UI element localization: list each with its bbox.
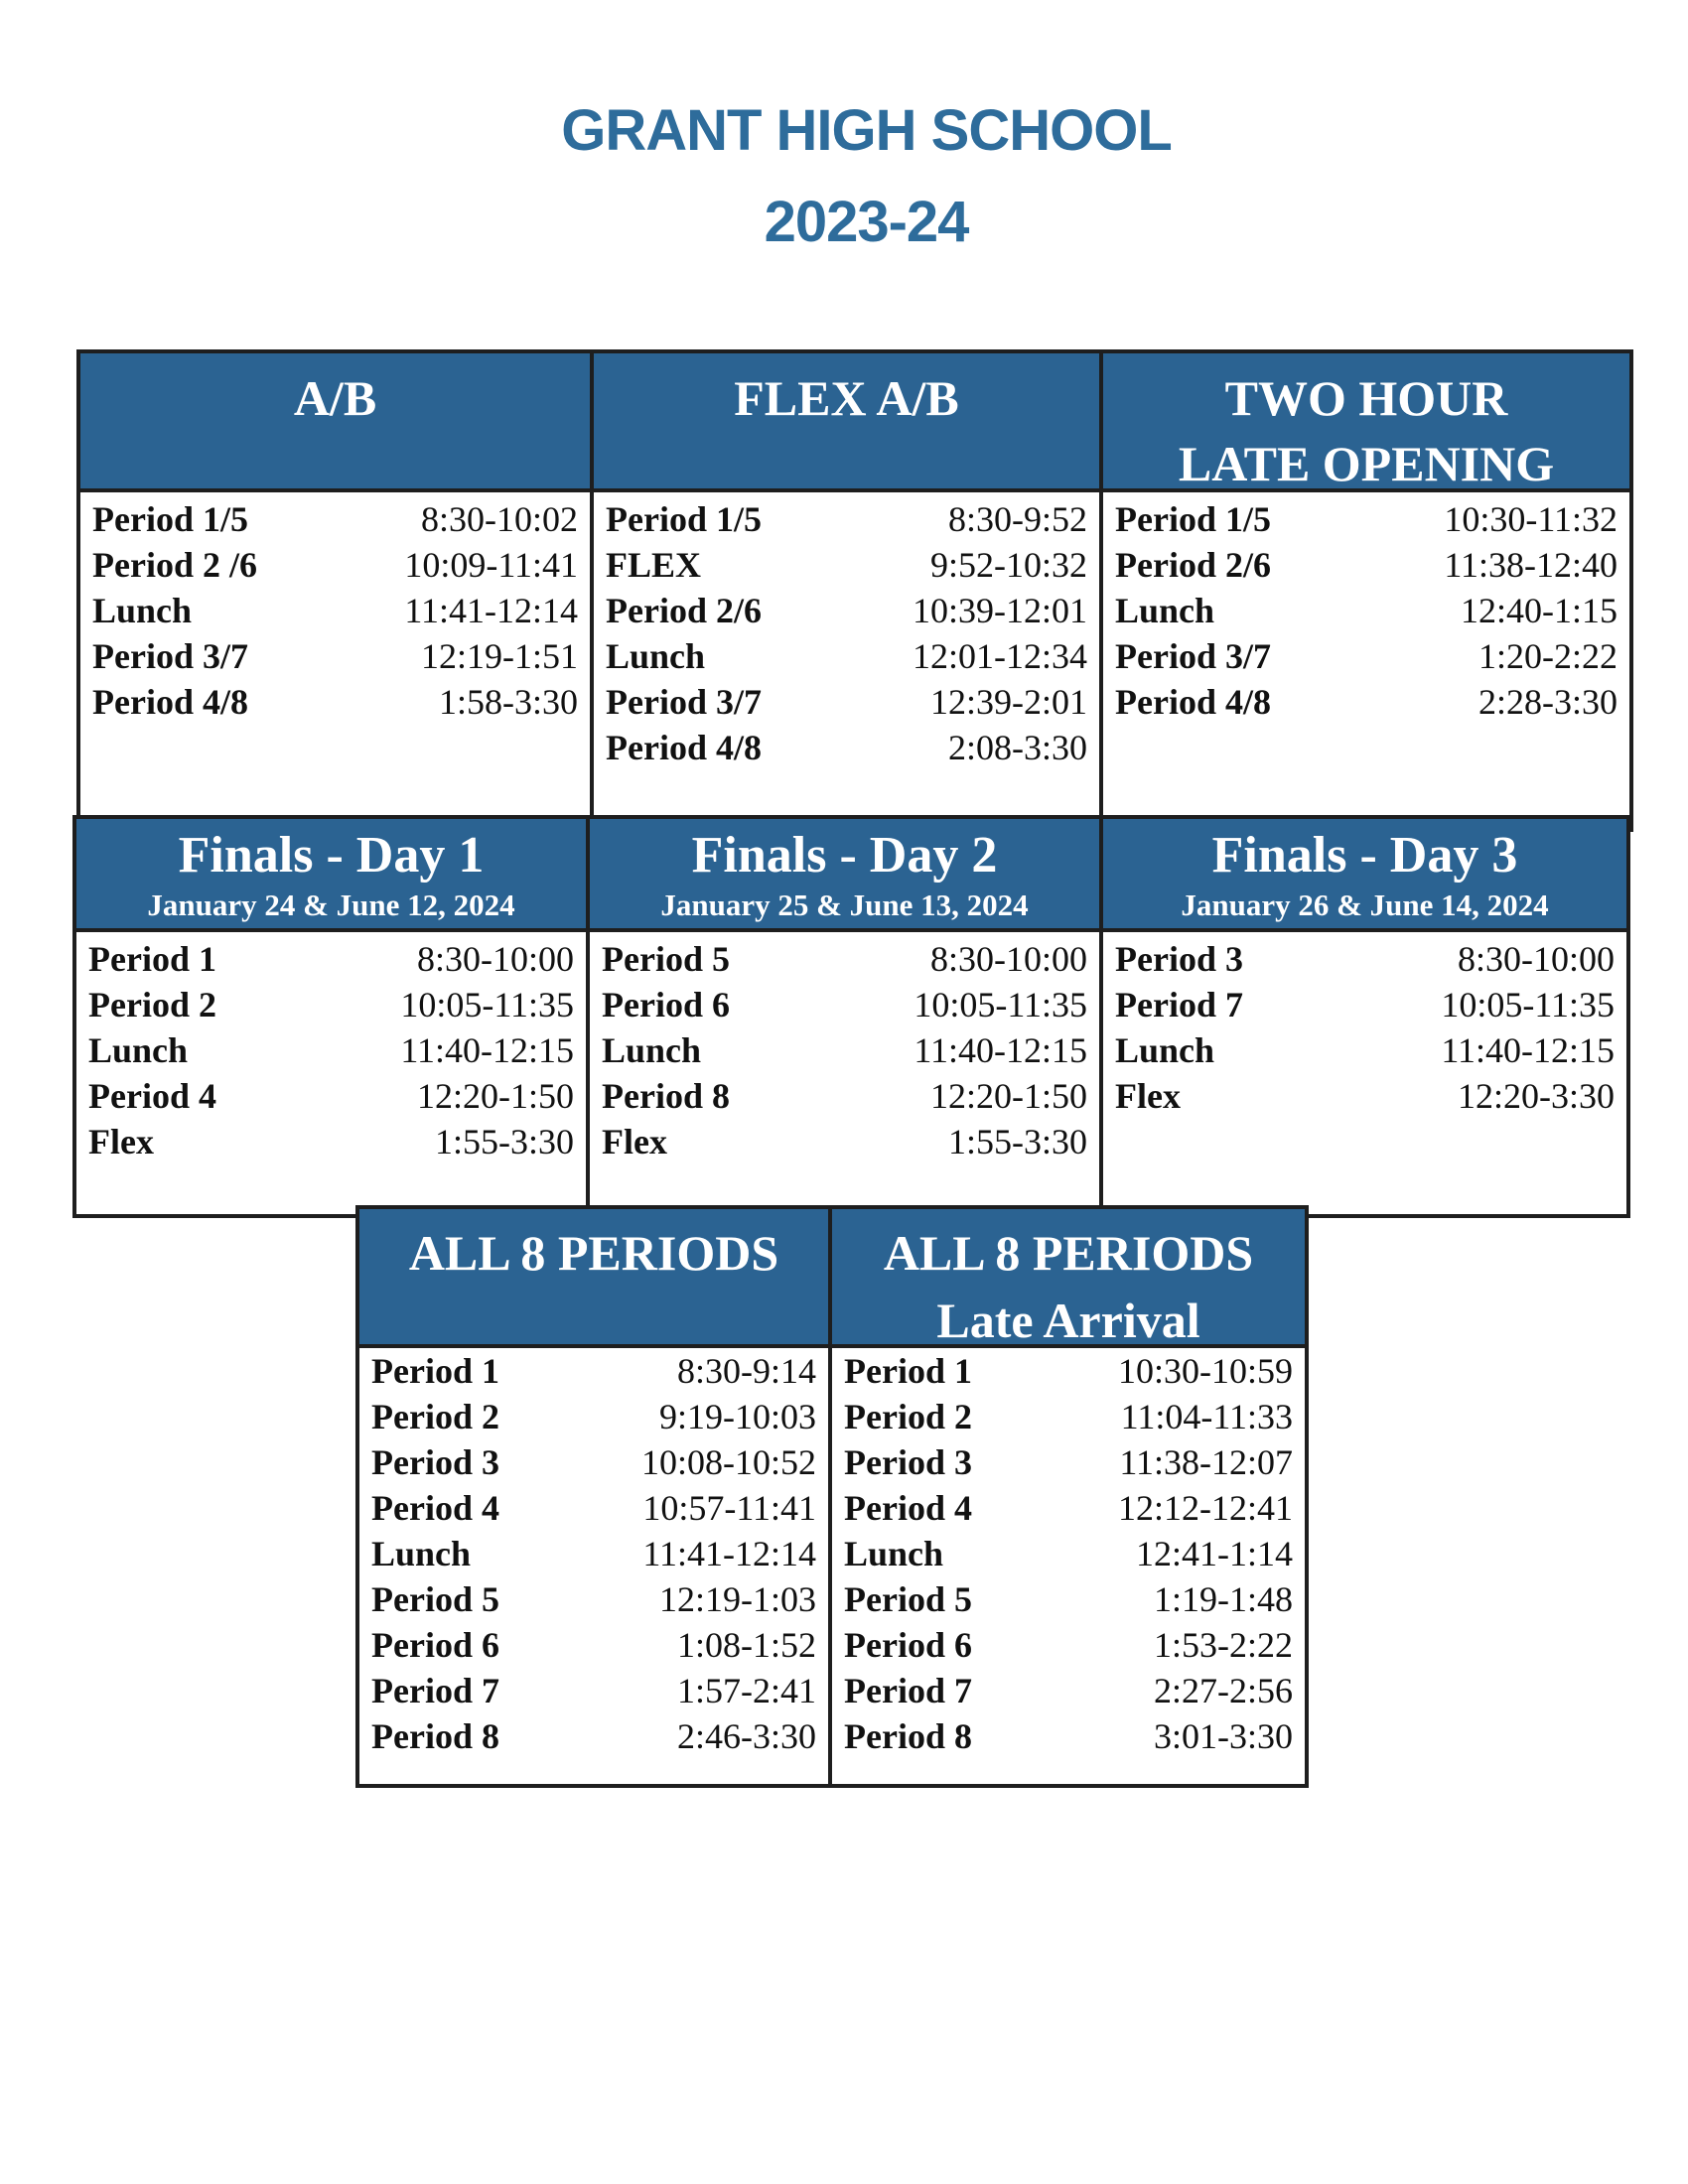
- schedule-row: [88, 1119, 574, 1164]
- row-label: Lunch: [371, 1534, 472, 1573]
- row-time: 8:30-9:52: [948, 499, 1087, 539]
- schedule-header: [1103, 353, 1629, 492]
- schedule-row: [1115, 1073, 1615, 1119]
- schedule-row: [844, 1713, 1293, 1759]
- schedule-row: [606, 496, 1087, 542]
- row-time: 11:40-12:15: [1441, 1030, 1615, 1070]
- finals-day-3: [1099, 819, 1626, 1214]
- schedule-row: [844, 1576, 1293, 1622]
- row-time: 11:40-12:15: [400, 1030, 574, 1070]
- schedule-row: [371, 1576, 816, 1622]
- schedule-row: [1115, 588, 1618, 633]
- row-time: 10:05-11:35: [1441, 985, 1615, 1024]
- row-label: Period 6: [371, 1625, 499, 1665]
- row-label: Period 7: [844, 1671, 972, 1710]
- schedule-row: [844, 1394, 1293, 1439]
- row-label: Period 3: [1115, 939, 1243, 979]
- row-label: Period 8: [844, 1716, 972, 1756]
- finals-dates: January 24 & June 12, 2024: [147, 887, 515, 922]
- row-label: Lunch: [1115, 1030, 1215, 1070]
- row-label: Period 2/6: [1115, 545, 1271, 585]
- schedule-flex-ab: [590, 353, 1099, 828]
- row-label: Period 3/7: [606, 682, 762, 722]
- row-label: Period 8: [602, 1076, 730, 1116]
- schedule-row: [1115, 936, 1615, 982]
- row-time: 1:08-1:52: [677, 1625, 816, 1665]
- row-time: 1:19-1:48: [1154, 1579, 1293, 1619]
- row-time: 9:19-10:03: [659, 1397, 816, 1436]
- header-line: Late Arrival: [936, 1293, 1200, 1348]
- schedule-row: [844, 1531, 1293, 1576]
- schedule-row: [371, 1348, 816, 1394]
- schedule-row: [1115, 982, 1615, 1027]
- schedule-row: [88, 1073, 574, 1119]
- finals-schedules-table: [72, 815, 1630, 1218]
- school-year: 2023-24: [764, 190, 969, 254]
- schedule-row: [606, 588, 1087, 633]
- school-title: GRANT HIGH SCHOOL: [561, 98, 1172, 163]
- row-time: 10:09-11:41: [404, 545, 578, 585]
- row-time: 12:19-1:51: [421, 636, 578, 676]
- row-time: 8:30-10:00: [1458, 939, 1615, 979]
- schedule-row: [602, 1119, 1087, 1164]
- row-time: 12:01-12:34: [913, 636, 1087, 676]
- row-label: Flex: [602, 1122, 667, 1161]
- schedule-two-hour-late: [1099, 353, 1629, 828]
- row-time: 8:30-10:02: [421, 499, 578, 539]
- row-time: 10:05-11:35: [914, 985, 1087, 1024]
- row-time: 10:30-10:59: [1118, 1351, 1293, 1391]
- schedule-row: [1115, 679, 1618, 725]
- schedule-rows: [80, 492, 590, 828]
- row-label: Period 7: [371, 1671, 499, 1710]
- row-label: Period 3: [844, 1442, 972, 1482]
- row-time: 12:20-1:50: [417, 1076, 574, 1116]
- row-label: Period 1: [844, 1351, 972, 1391]
- row-time: 11:04-11:33: [1120, 1397, 1293, 1436]
- row-time: 1:57-2:41: [677, 1671, 816, 1710]
- schedule-row: [844, 1622, 1293, 1668]
- row-label: Period 2 /6: [92, 545, 257, 585]
- schedule-row: [371, 1668, 816, 1713]
- row-time: 8:30-10:00: [930, 939, 1087, 979]
- row-time: 10:39-12:01: [913, 591, 1087, 630]
- row-time: 1:55-3:30: [435, 1122, 574, 1161]
- row-label: Period 1: [88, 939, 216, 979]
- row-time: 2:08-3:30: [948, 728, 1087, 767]
- row-label: Period 2: [88, 985, 216, 1024]
- schedule-row: [92, 588, 578, 633]
- schedule-rows: [832, 1348, 1305, 1784]
- schedule-row: [92, 679, 578, 725]
- row-label: Period 4: [88, 1076, 216, 1116]
- schedule-row: [371, 1713, 816, 1759]
- schedule-row: [1115, 542, 1618, 588]
- row-time: 2:27-2:56: [1154, 1671, 1293, 1710]
- row-time: 12:20-1:50: [930, 1076, 1087, 1116]
- row-time: 11:38-12:40: [1444, 545, 1618, 585]
- row-label: Period 1/5: [1115, 499, 1271, 539]
- row-time: 10:30-11:32: [1444, 499, 1618, 539]
- schedule-row: [371, 1439, 816, 1485]
- row-time: 10:08-10:52: [641, 1442, 816, 1482]
- finals-header: [590, 819, 1099, 932]
- schedule-row: [602, 936, 1087, 982]
- schedule-row: [602, 1027, 1087, 1073]
- schedule-row: [88, 936, 574, 982]
- finals-title: Finals - Day 3: [1211, 827, 1518, 884]
- row-time: 1:58-3:30: [439, 682, 578, 722]
- schedule-row: [602, 1073, 1087, 1119]
- row-time: 8:30-9:14: [677, 1351, 816, 1391]
- schedule-row: [371, 1394, 816, 1439]
- row-label: Lunch: [606, 636, 706, 676]
- row-label: Period 3/7: [1115, 636, 1271, 676]
- row-label: Lunch: [602, 1030, 702, 1070]
- schedule-rows: [594, 492, 1099, 828]
- schedule-row: [88, 982, 574, 1027]
- finals-header: [1103, 819, 1626, 932]
- schedule-ab: [80, 353, 590, 828]
- row-label: Period 5: [602, 939, 730, 979]
- row-time: 1:55-3:30: [948, 1122, 1087, 1161]
- row-label: Period 1/5: [606, 499, 762, 539]
- row-time: 3:01-3:30: [1154, 1716, 1293, 1756]
- row-time: 2:46-3:30: [677, 1716, 816, 1756]
- row-label: Period 4/8: [606, 728, 762, 767]
- schedule-row: [606, 633, 1087, 679]
- schedule-row: [844, 1439, 1293, 1485]
- schedule-header: A/B: [80, 353, 590, 492]
- row-time: 11:41-12:14: [642, 1534, 816, 1573]
- row-label: Period 2: [371, 1397, 499, 1436]
- row-label: Period 3: [371, 1442, 499, 1482]
- row-label: FLEX: [606, 545, 702, 585]
- schedule-row: [92, 542, 578, 588]
- row-time: 12:39-2:01: [930, 682, 1087, 722]
- schedule-row: [92, 633, 578, 679]
- schedule-header: [832, 1209, 1305, 1348]
- header-line: LATE OPENING: [1178, 436, 1555, 491]
- finals-header: [76, 819, 586, 932]
- row-label: Period 8: [371, 1716, 499, 1756]
- row-label: Period 4: [371, 1488, 499, 1528]
- schedule-rows: [590, 932, 1099, 1214]
- header-line: TWO HOUR: [1224, 370, 1508, 426]
- row-time: 12:20-3:30: [1458, 1076, 1615, 1116]
- schedule-row: [1115, 1027, 1615, 1073]
- row-label: Flex: [88, 1122, 154, 1161]
- schedule-rows: [1103, 932, 1626, 1214]
- schedule-row: [371, 1622, 816, 1668]
- schedule-rows: [359, 1348, 828, 1784]
- row-label: Lunch: [88, 1030, 189, 1070]
- schedule-all-8-periods: [359, 1209, 828, 1784]
- regular-schedules-table: [76, 349, 1633, 832]
- schedule-row: [844, 1668, 1293, 1713]
- row-label: Period 5: [371, 1579, 499, 1619]
- schedule-rows: [76, 932, 586, 1214]
- row-label: Lunch: [92, 591, 193, 630]
- row-time: 11:40-12:15: [914, 1030, 1087, 1070]
- schedule-row: [88, 1027, 574, 1073]
- row-time: 12:12-12:41: [1118, 1488, 1293, 1528]
- row-time: 10:57-11:41: [642, 1488, 816, 1528]
- finals-title: Finals - Day 1: [178, 827, 485, 884]
- row-label: Period 2: [844, 1397, 972, 1436]
- row-time: 12:19-1:03: [659, 1579, 816, 1619]
- schedule-row: [602, 982, 1087, 1027]
- row-label: Period 4/8: [1115, 682, 1271, 722]
- row-time: 10:05-11:35: [400, 985, 574, 1024]
- row-label: Lunch: [844, 1534, 944, 1573]
- row-label: Lunch: [1115, 591, 1215, 630]
- row-label: Period 5: [844, 1579, 972, 1619]
- header-line: ALL 8 PERIODS: [883, 1225, 1254, 1281]
- row-label: Period 7: [1115, 985, 1243, 1024]
- row-label: Period 2/6: [606, 591, 762, 630]
- schedule-header: FLEX A/B: [594, 353, 1099, 492]
- schedule-row: [371, 1485, 816, 1531]
- finals-day-2: [586, 819, 1099, 1214]
- row-time: 2:28-3:30: [1478, 682, 1618, 722]
- row-label: Period 6: [602, 985, 730, 1024]
- schedule-row: [844, 1348, 1293, 1394]
- schedule-row: [606, 542, 1087, 588]
- row-time: 1:53-2:22: [1154, 1625, 1293, 1665]
- row-label: Period 4: [844, 1488, 972, 1528]
- row-time: 11:41-12:14: [404, 591, 578, 630]
- row-time: 8:30-10:00: [417, 939, 574, 979]
- row-time: 11:38-12:07: [1119, 1442, 1293, 1482]
- finals-dates: January 25 & June 13, 2024: [660, 887, 1029, 922]
- row-time: 12:40-1:15: [1461, 591, 1618, 630]
- row-label: Period 6: [844, 1625, 972, 1665]
- row-label: Flex: [1115, 1076, 1181, 1116]
- row-label: Period 4/8: [92, 682, 248, 722]
- row-label: Period 1/5: [92, 499, 248, 539]
- row-time: 1:20-2:22: [1478, 636, 1618, 676]
- schedule-all-8-late-arrival: [828, 1209, 1305, 1784]
- schedule-row: [606, 725, 1087, 770]
- schedule-row: [1115, 496, 1618, 542]
- finals-day-1: [76, 819, 586, 1214]
- all-periods-table: [355, 1205, 1309, 1788]
- schedule-row: [1115, 633, 1618, 679]
- schedule-row: [92, 496, 578, 542]
- schedule-row: [606, 679, 1087, 725]
- finals-dates: January 26 & June 14, 2024: [1181, 887, 1549, 922]
- finals-title: Finals - Day 2: [691, 827, 998, 884]
- schedule-rows: [1103, 492, 1629, 828]
- schedule-row: [844, 1485, 1293, 1531]
- schedule-row: [371, 1531, 816, 1576]
- schedule-header: ALL 8 PERIODS: [359, 1209, 828, 1348]
- row-time: 9:52-10:32: [930, 545, 1087, 585]
- row-label: Period 1: [371, 1351, 499, 1391]
- row-label: Period 3/7: [92, 636, 248, 676]
- row-time: 12:41-1:14: [1136, 1534, 1293, 1573]
